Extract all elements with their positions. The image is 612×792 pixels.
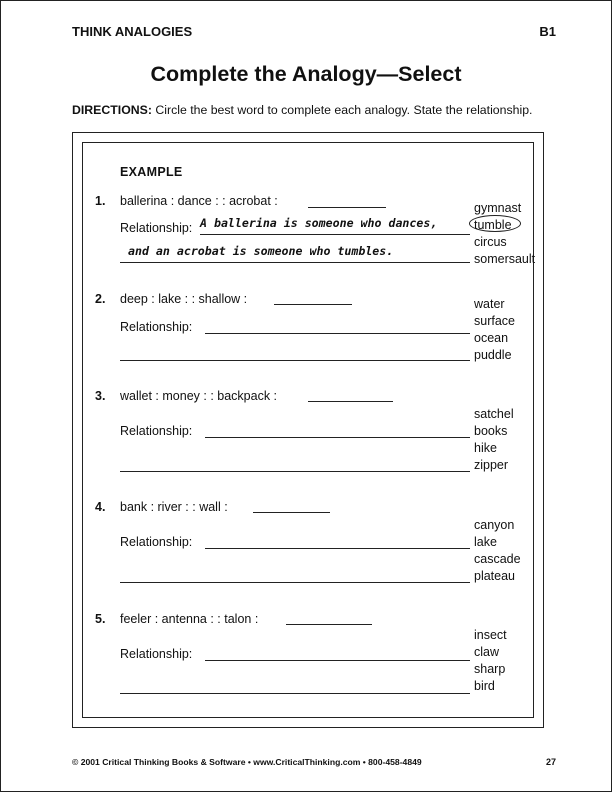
relationship-line-2[interactable] [120,360,470,361]
relationship-label: Relationship: [120,647,193,661]
handwritten-answer-line-2: and an acrobat is someone who tumbles. [128,244,394,258]
item-number: 3. [95,389,106,403]
option[interactable]: sharp [474,662,506,676]
relationship-line-2[interactable] [120,693,470,694]
relationship-label: Relationship: [120,535,193,549]
answer-blank[interactable] [274,304,352,305]
analogy-text: deep : lake : : shallow : [120,292,248,306]
relationship-label: Relationship: [120,221,193,235]
relationship-label: Relationship: [120,424,193,438]
selection-circle [469,215,521,232]
item-number: 5. [95,612,106,626]
analogy-text: bank : river : : wall : [120,500,228,514]
option[interactable]: claw [474,645,500,659]
relationship-line-2[interactable] [120,582,470,583]
answer-blank[interactable] [308,401,393,402]
option[interactable]: hike [474,441,497,455]
relationship-line-1[interactable] [200,234,470,235]
analogy-text: ballerina : dance : : acrobat : [120,194,278,208]
option[interactable]: gymnast [474,201,522,215]
option[interactable]: circus [474,235,507,249]
handwritten-answer-line-1: A ballerina is someone who dances, [200,216,438,230]
relationship-line-2[interactable] [120,262,470,263]
page-number: 27 [545,757,556,767]
example-label: EXAMPLE [120,165,183,179]
directions [72,103,532,117]
series-header: THINK ANALOGIES [72,24,193,39]
item-number: 1. [95,194,106,208]
option[interactable]: water [474,297,505,311]
answer-blank[interactable] [253,512,330,513]
option[interactable]: books [474,424,508,438]
directions-label: DIRECTIONS: [72,103,152,117]
answer-blank[interactable] [286,624,372,625]
directions-text: Circle the best word to complete each analogy. State the relationship. [155,103,533,117]
option[interactable]: puddle [474,348,512,362]
option[interactable]: insect [474,628,507,642]
option[interactable]: canyon [474,518,515,532]
page-title: Complete the Analogy—Select [150,62,462,86]
analogy-text: feeler : antenna : : talon : [120,612,259,626]
item-number: 2. [95,292,106,306]
activity-code: B1 [539,24,556,39]
option[interactable]: lake [474,535,497,549]
relationship-line-2[interactable] [120,471,470,472]
relationship-line-1[interactable] [205,333,470,334]
option[interactable]: ocean [474,331,509,345]
item-number: 4. [95,500,106,514]
option[interactable]: zipper [474,458,509,472]
option[interactable]: plateau [474,569,516,583]
analogy-text: wallet : money : : backpack : [120,389,278,403]
option[interactable]: somersault [474,252,536,266]
answer-blank[interactable] [308,207,386,208]
option[interactable]: bird [474,679,495,693]
relationship-line-1[interactable] [205,548,470,549]
relationship-label: Relationship: [120,320,193,334]
option-selected[interactable]: tumble [474,218,512,232]
option[interactable]: surface [474,314,515,328]
copyright-footer: © 2001 Critical Thinking Books & Software • www.CriticalThinking.com • 800-458-4849 [72,757,422,767]
option[interactable]: cascade [474,552,521,566]
option[interactable]: satchel [474,407,514,421]
relationship-line-1[interactable] [205,437,470,438]
relationship-line-1[interactable] [205,660,470,661]
